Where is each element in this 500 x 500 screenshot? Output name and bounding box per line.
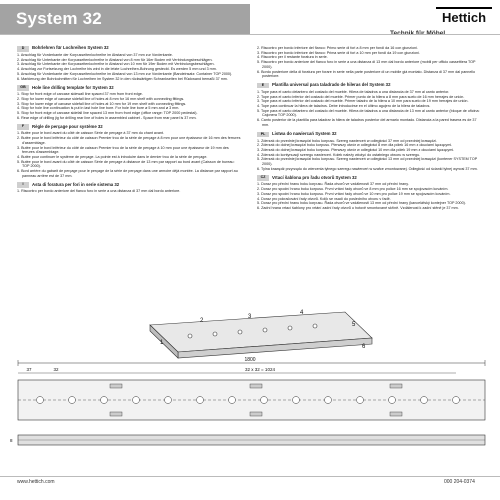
instruction-item: 2. Doraz pro spodní hranu boku korpusu. První vrtání řady otvorů ve 8 mm pro police 16 mm se spojovacím kováním. [257, 187, 449, 192]
instruction-item: 5. Doraz pro přední hranu boku korpusu. Řada otvorů ve vzdálenosti 13 mm od přední hrany (kancelářský kontejner TOP 2000). [257, 201, 466, 206]
instruction-item: 1. Zderzak do przedniej krawędzi boku korpusu. Szereg nawierceń w odległości 37 mm od przedniej krawędzi. [257, 138, 437, 143]
logo-text: Hettich [441, 10, 487, 25]
instruction-item: 1. Tope para el canto delantero del costado del mueble. Hilera de taladros a una distancia de 37 mm al canto anterior. [257, 89, 450, 94]
instruction-item: 4. Stop for hole line continuation is put in last hole line bore. For hole line bore ø 5 mm and ø 3 mm. [17, 106, 180, 111]
dim-top-label: 8 [10, 438, 13, 443]
instruction-item: 4. Doraz pro pokračování řady otvorů. Kolík se vsadí do posledního otvoru v řadě. [257, 196, 391, 201]
instruction-section [17, 85, 242, 120]
instruction-section [17, 182, 242, 194]
instruction-item: 2. Anschlag für Unterkante der Korpusseitenlochreihe in Abstand von 8 mm für 16er Boden mit Verbindungsbeschlägen. [17, 57, 213, 62]
language-flag: F [17, 124, 29, 130]
instruction-item: 5. Riscontro per bordo anteriore del fianco foro in serie a una distanza di 13 mm dal bordo anteriore (mobili per ufficio cassettiera TOP 2000). [257, 60, 476, 69]
footer-code: 000 204-0374 [444, 479, 475, 485]
header-divider [0, 34, 500, 35]
instruction-item: 2. Riscontro per bordo inferiore del fianco: Primo serie di fori a 8 mm per fondi da 16 con giunzioni. [257, 46, 418, 50]
instruction-item: 3. Butée pour le bord inférieur du côté de caisson Premier trou de la série de perçage à 10 mm pour une épaisseur de 19 mm des ferrures d'assemblage. [17, 145, 229, 155]
section-title: Plantilla universal para taladrado de hileras del System 32 [272, 82, 391, 88]
instruction-item: 1. Anschlag für Vorderkante der Korpusseitenlochreihe im Abstand von 37 mm zur Vorderkante. [17, 53, 173, 57]
instruction-section [257, 175, 482, 210]
footer-website[interactable]: www.hettich.com [17, 479, 55, 485]
language-flag: GB [17, 85, 29, 91]
instruction-item: 2. Tope para el canto inferior del costado del mueble. Primer punto de la hilera a 8 mm para suelo de 16 mm herrajes de unión. [257, 94, 465, 99]
dim-total-label: 1800 [244, 357, 256, 363]
instruction-item: 6. Canto posterior de la plantilla para taladrar la hilera de taladros posterior del armario montado. Distancia a la pared trasera es de 37 mm. [257, 118, 477, 127]
language-flag: CZ [257, 175, 269, 181]
instruction-item: 3. Zderzak do dolnej krawędzi boku korpusu. Pierwszy otwór w odległości 10 mm dla półek 19 mm z okuciami łączącymi. [257, 147, 455, 152]
instruction-item: 2. Stop for lower edge of carcase sidefall line of holes at 8 mm for 16 mm shelf with connecting fittings. [17, 96, 185, 101]
instruction-item: 6. Bord arrière du gabarit de perçage pour le perçage de la série de perçage dans une armoire déjà montée. La distance par rapport au panneau arrière est de 37 mm. [17, 169, 238, 178]
instruction-section [257, 132, 482, 172]
section-heading [17, 124, 242, 130]
instruction-item: 1. Butée pour le bord avant du côté de caisson Série de perçage à 37 mm du chant avant. [17, 131, 164, 136]
svg-text:1: 1 [160, 340, 164, 346]
instruction-section [17, 124, 242, 178]
section-heading [257, 175, 482, 181]
section-heading [17, 85, 242, 91]
svg-text:5: 5 [352, 322, 356, 328]
svg-text:6: 6 [362, 344, 366, 350]
instruction-item: 6. Tylna krawędź przyrządu do wiercenia tylnego szeregu nawierceń w szafce zmontowanej. Odległość od ścianki tylnej wynosi 37 mm. [257, 166, 478, 171]
instruction-item: 3. Riscontro per bordo inferiore del fianco: Prima serie di fori a 10 mm per fondi da 19 con giunzioni. [257, 50, 420, 55]
instruction-section [257, 83, 482, 128]
instruction-item: 4. Zderzak do kontynuacji szeregu nawierceń. Kołek należy włożyć do ostatniego otworu w szeregu. [257, 152, 421, 157]
instruction-item: 5. Anschlag für Vorderkante der Korpusseitenlochreihe im Abstand von 13 mm zur Vorderkante (Bandeinsatz: Container TOP 2000). [17, 71, 233, 76]
language-flag: E [257, 83, 269, 89]
instruction-item: 6. Zadní hrana vrtací šablony pro vrtání zadní řady otvorů u hotově smontované skříně. Vzdálenost k zadní stěně je 37 mm. [257, 205, 459, 210]
section-title: Hole line drilling template for System 32 [32, 84, 114, 90]
section-title: Bohrlehren für Lochreihen System 32 [32, 45, 109, 51]
section-title: Vrtací šablona pro řadu otvorů System 32 [272, 174, 357, 180]
instruction-item: 2. Butée pour le bord inférieur du côté de caisson Premier trou de la série de perçage à 8 mm pour une épaisseur de 16 mm des ferrures d'assemblage. [17, 136, 241, 145]
dim-pitch-label: 32 [53, 367, 59, 372]
instruction-item: 4. Anschlag zur Fortsetzung der Lochreihe bis wird in die letzte Lochreihen-Bohrung gesteckt. Es werden 5 mm und 3 mm. [17, 67, 217, 72]
technical-drawing [0, 300, 500, 470]
svg-text:2: 2 [200, 318, 204, 324]
hettich-logo [436, 7, 492, 25]
section-title: Asta di foratura per fori in serie sistema 32 [32, 181, 120, 187]
instruction-item: 3. Stop for lower edge of carcase sidefall line of holes at 10 mm for 19 mm shelf with connecting fittings. [17, 101, 187, 106]
language-flag: D [17, 46, 29, 52]
language-flag: I [17, 182, 29, 188]
instruction-item: 3. Anschlag für Unterkante der Korpusseitenlochreihe in Abstand von 10 mm für 19er Boden mit Verbindungsbeschlägen. [17, 62, 215, 67]
instruction-item: 4. Tope para continuar la hilera de taladros. Debe introducirse en el último agujero de la hilera de taladros. [257, 104, 431, 109]
instruction-item: 5. Butée pour le bord avant du côté de caisson Série de perçage à distance de 13 mm par rapport au bord avant (Caisson de bureau: TOP 2000). [17, 159, 235, 169]
dim-left-label: 37 [26, 367, 32, 372]
instruction-section [17, 46, 242, 81]
left-column [17, 46, 242, 198]
section-title: Règle de perçage pour système 32 [32, 123, 103, 129]
section-heading [17, 46, 242, 52]
page-header [0, 0, 500, 37]
section-heading [257, 132, 482, 138]
instruction-item: 6. Markierung der Bohrlochmitten für Lochreihen im System 32 in den rückwärtigen Schrankseiten bei Rückwand bemaßt 37 mm. [17, 76, 228, 81]
instruction-item: 6. Bordo posteriore della di foratura per forare in serie nella parte posteriore di un mobile già montato. Distanza di 37 mm dal pannello posteriore. [257, 69, 476, 79]
instruction-item: 5. Stop for front edge of carcase sidefall line spaced 13 mm from front edge (office range: TOP 2000 pedestal). [17, 111, 198, 116]
section-heading [17, 182, 242, 188]
instruction-item: 1. Stop for front edge of carcase sidewall line spaced 37 mm from front edge. [17, 92, 143, 97]
svg-text:3: 3 [248, 314, 252, 320]
section-title: Listwa do nawiercań System 32 [272, 130, 337, 136]
dim-mid-label: 32 x 32 = 1024 [245, 367, 275, 372]
template-section-view [18, 435, 485, 445]
instruction-item: 2. Zderzak do dolnej krawędzi boku korpusu. Pierwszy otwór w odległości 8 mm dla półek 16 mm z okuciami łączącymi. [257, 143, 453, 148]
right-column [257, 46, 482, 215]
section-heading [257, 83, 482, 89]
instruction-item: 4. Butée pour continuer le système de perçage. La pointe est à introduire dans le dernier trou de la série de perçage. [17, 154, 208, 159]
svg-text:4: 4 [300, 310, 304, 316]
instruction-item: 6. Rear edge of drilling jig for drilling rear line of holes in assembled cabinet - Space from rear panel is 37 mm. [17, 115, 197, 120]
language-flag: PL [257, 132, 269, 138]
page-title: System 32 [16, 9, 102, 28]
instruction-item: 1. Doraz pro přední hranu boku korpusu. Řada otvorů ve vzdálenosti 37 mm od přední hrany. [257, 182, 409, 187]
template-isometric [150, 310, 372, 358]
instruction-item: 3. Doraz pro spodní hranu boku korpusu. První vrtání řady otvorů ve 10 mm pro police 19 mm se spojovacím kováním. [257, 191, 451, 196]
instruction-section [257, 46, 482, 79]
instruction-item: 5. Zderzak do przedniej krawędzi boku korpusu. Szereg nawierceń w odległości 13 mm od przedniej krawędzi (kontener SYSTEM TOP 2000). [257, 157, 478, 167]
instruction-item: 1. Riscontro per bordo anteriore del fianco foro in serie a una distanza di 37 mm dal bordo anteriore. [17, 189, 181, 194]
instruction-item: 4. Riscontro per il restante foratura in serie. [257, 55, 328, 60]
instruction-item: 5. Tope para el canto delantero del costado del mueble. Hilera de taladros a una distancia de 13 mm al canto anterior (bloque de oficina: Cajonera TOP 2000). [257, 108, 480, 118]
footer-divider [0, 476, 500, 477]
instruction-item: 3. Tope para el canto inferior del costado del mueble. Primer taladro de la hilera a 10 mm para suelo de 19 mm herrajes de unión. [257, 99, 469, 104]
